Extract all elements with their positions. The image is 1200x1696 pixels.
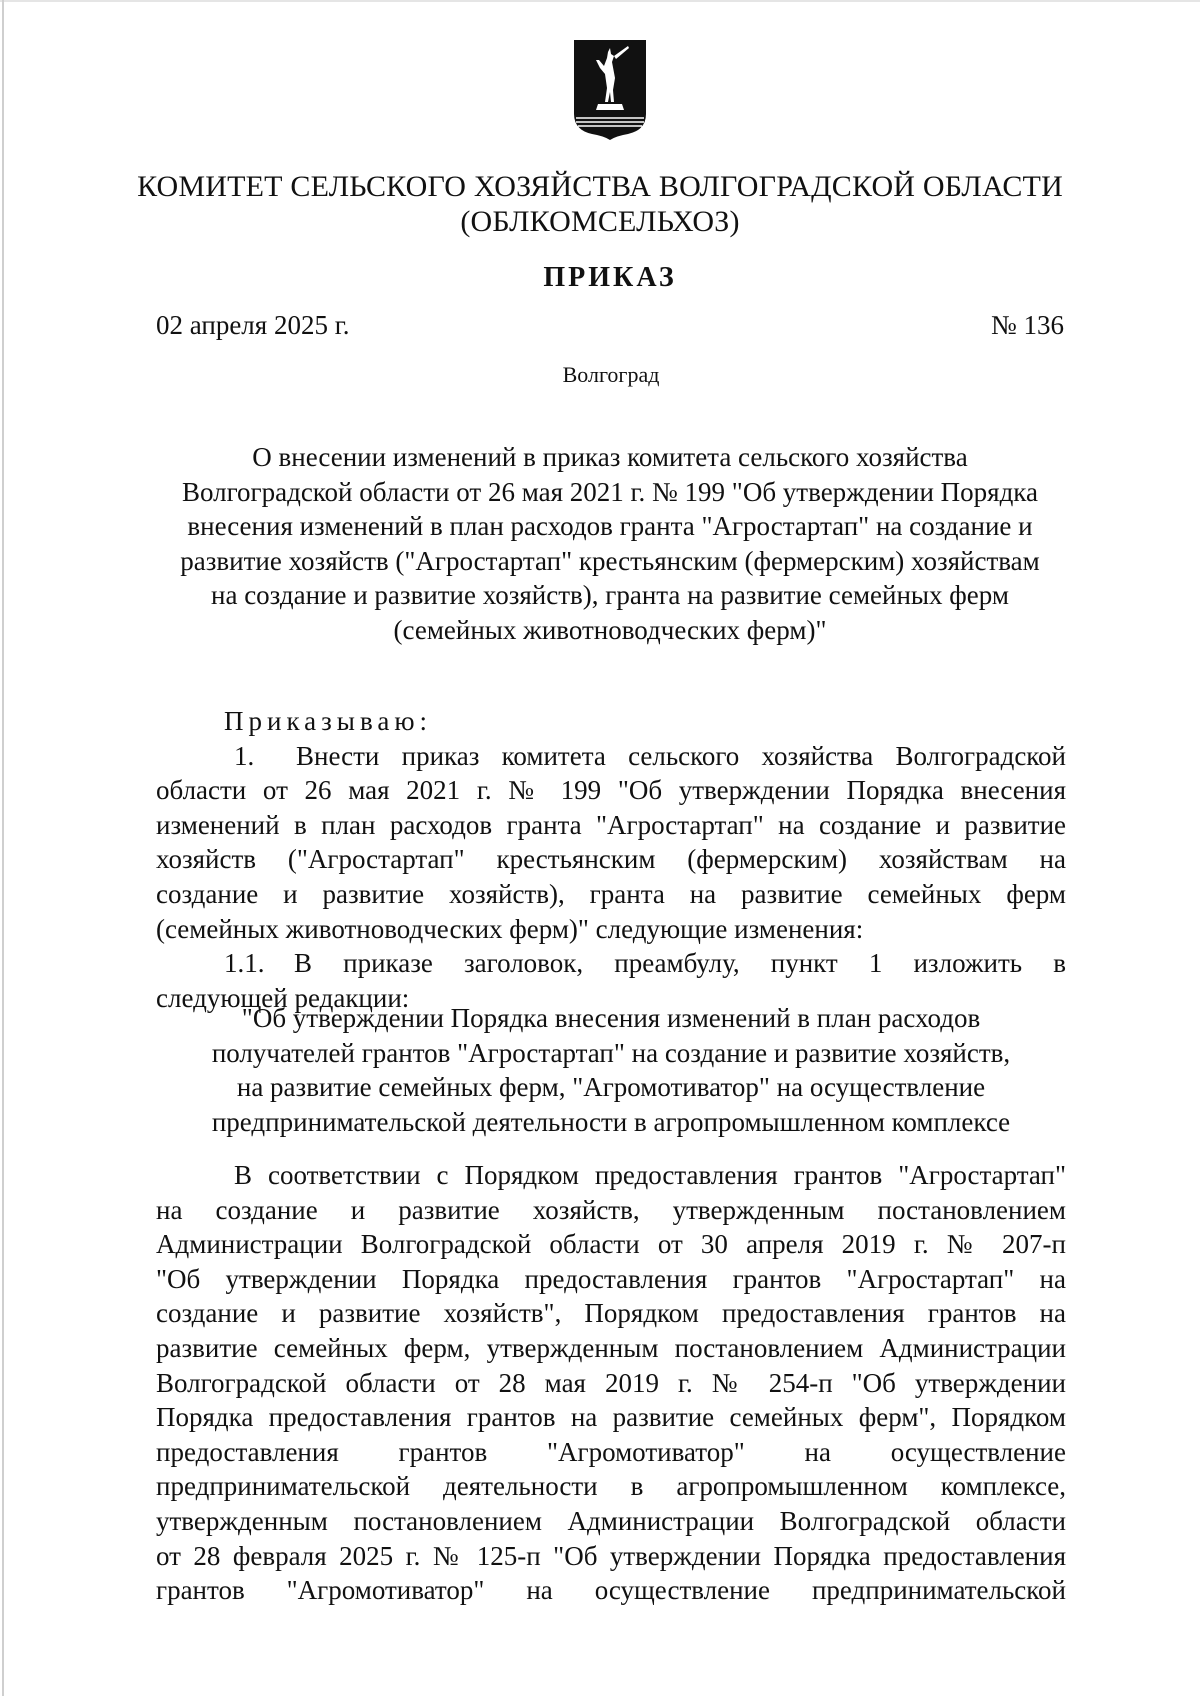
order-word: Приказываю: (224, 706, 432, 736)
quote-line: на развитие семейных ферм, "Агромотиватор" на осуществление (236, 1072, 986, 1103)
subject-line: Волгоградской области от 26 мая 2021 г. № 199 "Об утверждении Порядка (182, 476, 1038, 507)
preamble-line: Волгоградской области от 28 мая 2019 г. № 254-п "Об утверждении (156, 1367, 1066, 1398)
quote-line: предпринимательской деятельности в агропромышленном комплексе (211, 1106, 1011, 1137)
clause-line: (семейных животноводческих ферм)" следующие изменения: (156, 913, 864, 944)
preamble-paragraph (156, 1158, 1066, 1608)
subject-line: внесения изменений в план расходов гранта "Агростартап" на создание и (187, 511, 1033, 542)
clause-line: В приказе заголовок, преамбулу, пункт 1 изложить в (294, 948, 1066, 979)
clause-1-number: 1. (234, 740, 255, 771)
organization-abbreviation: (ОБЛКОМСЕЛЬХОЗ) (460, 205, 740, 238)
document-subject (150, 440, 1070, 648)
subject-line: на создание и развитие хозяйств), гранта на развитие семейных ферм (211, 580, 1009, 611)
order-clauses (156, 704, 1066, 1015)
clause-line: следующей редакции: (156, 982, 410, 1013)
document-number: № 136 (990, 310, 1064, 340)
preamble-line: грантов "Агромотиватор" на осуществление предпринимательской (156, 1575, 1066, 1606)
clause-line: создание и развитие хозяйств), гранта на развитие семейных ферм (156, 878, 1066, 909)
subject-line: развитие хозяйств ("Агростартап" крестьянским (фермерским) хозяйствам (180, 545, 1040, 576)
clause-line: Внести приказ комитета сельского хозяйства Волгоградской (296, 740, 1066, 771)
quote-line: "Об утверждении Порядка внесения изменений в план расходов (241, 1003, 981, 1033)
clause-line: области от 26 мая 2021 г. № 199 "Об утверждении Порядка внесения (156, 775, 1066, 806)
preamble-line: "Об утверждении Порядка предоставления грантов "Агростартап" на (156, 1263, 1066, 1294)
document-type-title: ПРИКАЗ (543, 262, 677, 293)
preamble-line: утвержденным постановлением Администрации Волгоградской области (156, 1505, 1066, 1536)
clause-line: хозяйств ("Агростартап" крестьянским (фермерским) хозяйствам на (156, 844, 1066, 875)
preamble-line: предоставления грантов "Агромотиватор" на осуществление (156, 1436, 1066, 1467)
quote-line: получателей грантов "Агростартап" на создание и развитие хозяйств, (211, 1037, 1011, 1068)
preamble-line: на создание и развитие хозяйств, утвержденным постановлением (156, 1194, 1066, 1225)
preamble-line: предпринимательской деятельности в агропромышленном комплексе, (156, 1471, 1066, 1502)
preamble-line: от 28 февраля 2025 г. № 125-п "Об утверждении Порядка предоставления (156, 1540, 1066, 1571)
organization-name: КОМИТЕТ СЕЛЬСКОГО ХОЗЯЙСТВА ВОЛГОГРАДСКОЙ ОБЛАСТИ (137, 170, 1063, 203)
scan-top-edge (0, 0, 1200, 2)
preamble-line: Порядка предоставления грантов на развитие семейных ферм", Порядком (156, 1402, 1066, 1433)
preamble-line: развитие семейных ферм, утвержденным постановлением Администрации (156, 1332, 1066, 1363)
preamble-line: создание и развитие хозяйств", Порядком предоставления грантов на (156, 1298, 1066, 1329)
document-date: 02 апреля 2025 г. (156, 310, 350, 340)
preamble-line: В соответствии с Порядком предоставления грантов "Агростартап" (234, 1160, 1066, 1190)
clause-1-1-number: 1.1. (224, 948, 265, 979)
clause-1-first-line (156, 739, 1066, 774)
document-city: Волгоград (562, 362, 660, 387)
coat-of-arms-emblem (570, 38, 650, 142)
subject-line: О внесении изменений в приказ комитета сельского хозяйства (252, 442, 968, 472)
quoted-new-title (156, 1001, 1066, 1139)
subject-line: (семейных животноводческих ферм)" (393, 614, 827, 645)
clause-1-1-first-line (156, 946, 1066, 981)
preamble-line: Администрации Волгоградской области от 30 апреля 2019 г. № 207-п (156, 1229, 1066, 1260)
scan-left-edge (2, 0, 4, 1696)
clause-line: изменений в план расходов гранта "Агростартап" на создание и развитие (156, 809, 1066, 840)
